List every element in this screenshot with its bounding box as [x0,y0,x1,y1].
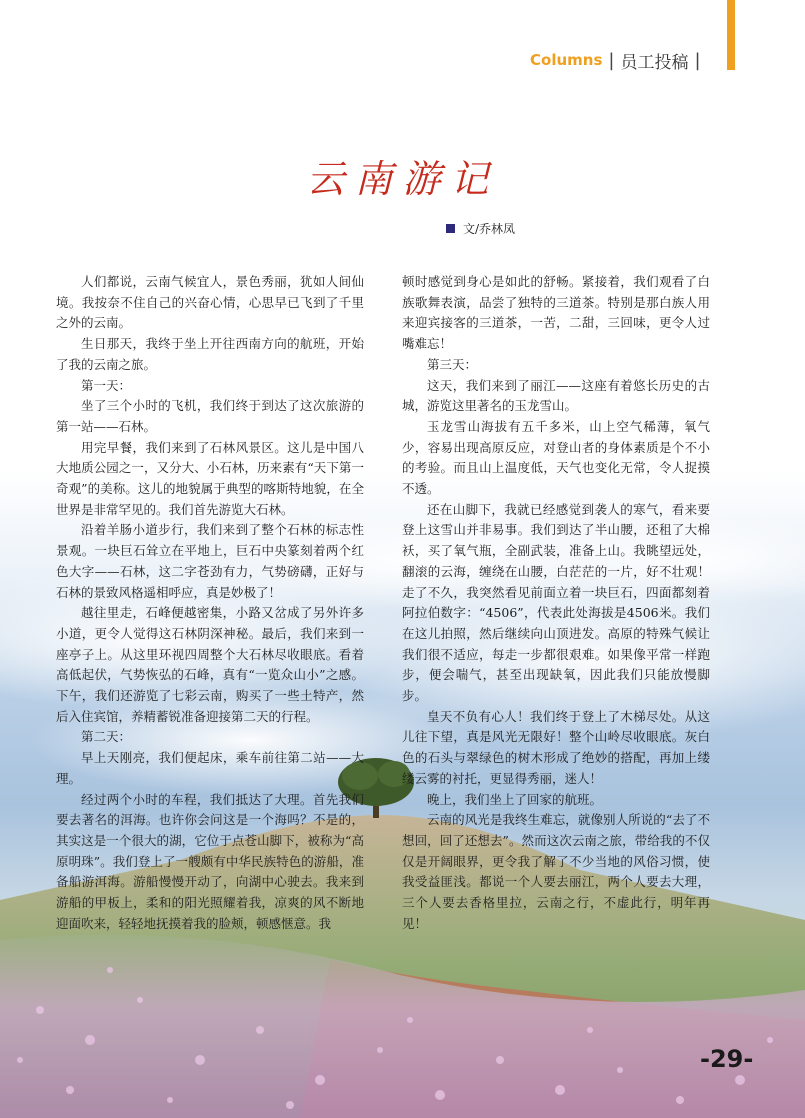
paragraph: 还在山脚下，我就已经感觉到袭人的寒气，看来要登上这雪山并非易事。我们到达了半山腰，还租了大棉袄，买了氧气瓶，全副武装，准备上山。我眺望远处，翻滚的云海，缠绕在山腰，白茫茫的一片，好不壮观！走了不久，我突然看见前面立着一块巨石，四面都刻着阿拉伯数字：“4506”，代表此处海拔是4506米。我们在这儿拍照，然后继续向山顶进发。高原的特殊气候让我们很不适应，每走一步都很艰难。如果像平常一样跑步，便会喘气，甚至出现缺氧，因此我们只能放慢脚步。 [402,501,710,704]
byline [446,220,515,237]
article-title: 云南游记 [306,157,499,201]
column-header [530,46,707,74]
header-accent-bar [727,0,735,70]
paragraph: 生日那天，我终于坐上开往西南方向的航班，开始了我的云南之旅。 [56,336,364,372]
columns-label: Columns [530,51,603,69]
paragraph: 这天，我们来到了丽江——这座有着悠长历史的古城，游览这里著名的玉龙雪山。 [402,377,710,414]
article-column-left [56,272,364,935]
header-separator-right: | [694,49,701,71]
byline-author: 文/乔林凤 [463,222,516,236]
byline-square-icon [446,224,455,233]
paragraph: 坐了三个小时的飞机，我们终于到达了这次旅游的第一站——石林。 [56,398,364,434]
paragraph: 越往里走，石峰便越密集，小路又岔成了另外许多小道，更令人觉得这石林阴深神秘。最后，我们来到一座亭子上。从这里环视四周整个大石林尽收眼底。看着高低起伏，气势恢弘的石峰，真有“一览众山小”之感。下午，我们还游览了七彩云南，购买了一些土特产，然后入住宾馆，养精蓄锐准备迎接第二天的行程。 [56,605,364,724]
paragraph-continued: 顿时感觉到身心是如此的舒畅。紧接着，我们观看了白族歌舞表演，品尝了独特的三道茶。特别是那白族人用来迎宾接客的三道茶，一苦，二甜，三回味，更令人过嘴难忘！ [402,274,710,352]
paragraph: 经过两个小时的车程，我们抵达了大理。首先我们要去著名的洱海。也许你会问这是一个海吗？不是的，其实这是一个很大的湖，它位于点苍山脚下，被称为“高原明珠”。我们登上了一艘颇有中华民族特色的游船，准备船游洱海。游船慢慢开动了，向湖中心驶去。我来到游船的甲板上，柔和的阳光照耀着我，凉爽的风不断地迎面吹来，轻轻地抚摸着我的脸颊，顿感惬意。我 [56,791,364,931]
day-heading: 第三天： [427,356,478,372]
paragraph: 早上天刚亮，我们便起床，乘车前往第二站——大理。 [56,750,364,786]
day-heading: 第二天： [81,729,132,745]
article-column-right [402,272,710,935]
paragraph: 人们都说，云南气候宜人，景色秀丽，犹如人间仙境。我按奈不住自己的兴奋心情，心思早已飞到了千里之外的云南。 [56,274,364,331]
paragraph: 沿着羊肠小道步行，我们来到了整个石林的标志性景观。一块巨石耸立在平地上，巨石中央篆刻着两个红色大字——石林，这二字苍劲有力，气势磅礴，正好与石林的景致风格遥相呼应，真是妙极了！ [56,522,364,600]
header-separator-left: | [608,49,615,71]
paragraph: 用完早餐，我们来到了石林风景区。这儿是中国八大地质公园之一，又分大、小石林，历来素有“天下第一奇观”的美称。这儿的地貌属于典型的喀斯特地貌，在全世界是非常罕见的。我们首先游览大石林。 [56,439,364,517]
page-number: -29- [700,1045,754,1073]
paragraph: 晚上，我们坐上了回家的航班。 [427,791,603,807]
paragraph: 玉龙雪山海拔有五千多米，山上空气稀薄，氧气少，容易出现高原反应，对登山者的身体素质是个不小的考验。而且山上温度低，天气也变化无常，令人捉摸不透。 [402,418,710,497]
paragraph: 皇天不负有心人！我们终于登上了木梯尽处。从这儿往下望，真是风光无限好！整个山岭尽收眼底。灰白色的石头与翠绿色的树木形成了绝妙的搭配，再加上缕缕云雾的衬托，更显得秀丽，迷人！ [402,708,710,786]
section-label: 员工投稿 [620,52,689,73]
paragraph: 云南的风光是我终生难忘，就像别人所说的“去了不想回，回了还想去”。然而这次云南之旅，带给我的不仅仅是开阔眼界，更令我了解了不少当地的风俗习惯，使我受益匪浅。都说一个人要去丽江，两个人要去大理，三个人要去香格里拉，云南之行，不虚此行，明年再见！ [402,812,710,931]
day-heading: 第一天： [81,377,132,393]
